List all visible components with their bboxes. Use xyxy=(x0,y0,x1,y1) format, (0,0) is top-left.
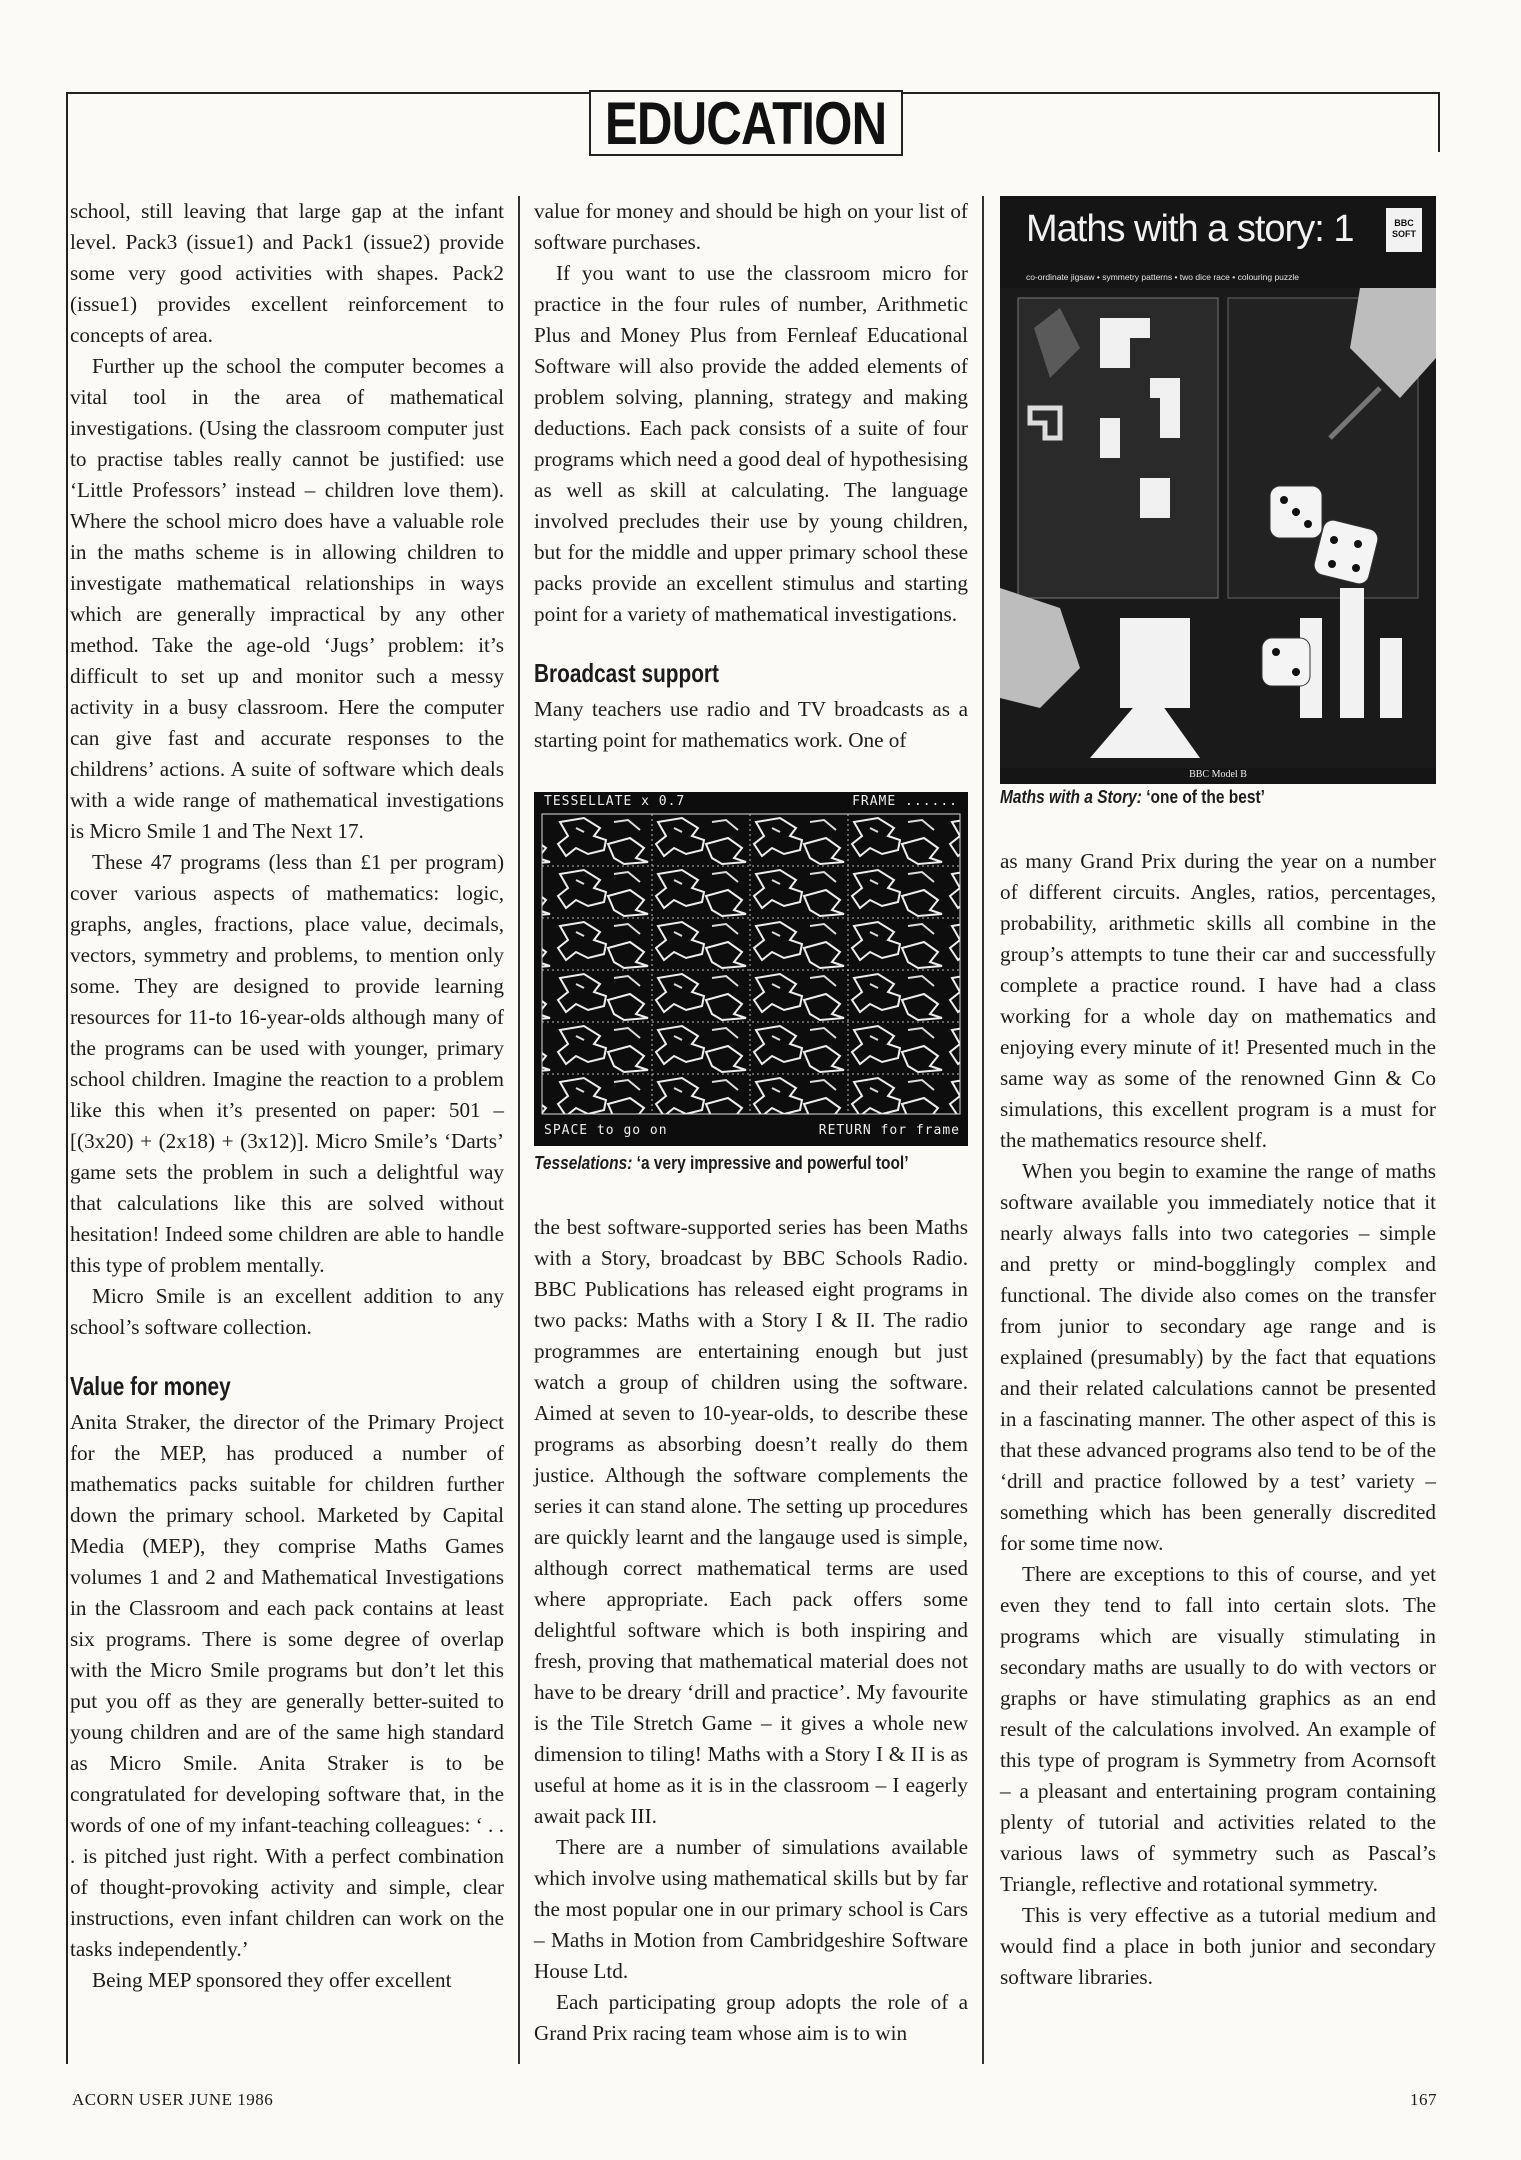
caption-text: ‘a very impressive and powerful tool’ xyxy=(636,1153,909,1173)
paragraph: Micro Smile is an excellent addition to any school’s software collection. xyxy=(70,1284,504,1339)
paragraph: school, still leaving that large gap at the infant level. Pack3 (issue1) and Pack1 (issue2) provide some very good activities with shapes. Pack2 (issue1) provides excellent reinforcement to concepts of area. xyxy=(70,199,504,347)
column-2-continued xyxy=(534,1212,968,2049)
footer-publication: ACORN USER JUNE 1986 xyxy=(72,2090,274,2109)
cover-title: Maths with a story: 1 xyxy=(1026,208,1354,250)
cover-model: BBC Model B xyxy=(1189,769,1247,780)
caption-text: ‘one of the best’ xyxy=(1146,787,1265,807)
page-frame-right xyxy=(1438,92,1440,152)
paragraph: Many teachers use radio and TV broadcasts as a starting point for mathematics work. One of xyxy=(534,697,968,752)
paragraph: Being MEP sponsored they offer excellent xyxy=(92,1968,452,1992)
page-frame-left xyxy=(66,92,68,2064)
screen-footer-right: RETURN for frame xyxy=(818,1123,960,1138)
subheading-value-for-money: Value for money xyxy=(70,1371,231,1401)
column-rule-2 xyxy=(982,196,984,2064)
paragraph: This is very effective as a tutorial medium and would find a place in both junior and secondary software libraries. xyxy=(1000,1903,1436,1989)
screenshot-caption xyxy=(534,1152,909,1174)
paragraph: the best software-supported series has been Maths with a Story, broadcast by BBC Schools Radio. BBC Publications has released eight programs in two packs: Maths with a Story I & II. The radio programmes are entertaining enough but just watch a group of children using the software. Aimed at seven to 10-year-olds, to describe these programs as absorbing doesn’t really do them justice. Although the software complements the series it can stand alone. The setting up procedures are quickly learnt and the langauge used is simple, although correct mathematical terms are used where appropriate. Each pack offers some delightful software which is both inspiring and fresh, proving that mathematical material does not have to be dreary ‘drill and practice’. My favourite is the Tile Stretch Game – it gives a whole new dimension to tiling! Maths with a Story I & II is as useful at home as it is in the classroom – I eagerly await pack III. xyxy=(534,1215,968,1828)
column-3 xyxy=(1000,846,1436,1993)
column-rule-1 xyxy=(518,196,520,2064)
paragraph: value for money and should be high on your list of software purchases. xyxy=(534,199,968,254)
caption-title: Tesselations: xyxy=(534,1153,633,1173)
paragraph: Anita Straker, the director of the Primary Project for the MEP, has produced a number of mathematics packs suitable for children further down the primary school. Marketed by Capital Media (MEP), they comprise Maths Games volumes 1 and 2 and Mathematical Investigations in the Classroom and each pack contains at least six programs. There is some degree of overlap with the Micro Smile programs but don’t let this put you off as they are generally better-suited to young children and are of the same high standard as Micro Smile. Anita Straker is to be congratulated for developing software that, in the words of one of my infant-teaching colleagues: ‘ . . . is pitched just right. With a perfect combination of thought-provoking activity and simple, clear instructions, even infant children can work on the tasks independently.’ xyxy=(70,1410,504,1961)
column-1 xyxy=(70,196,504,1996)
cover-artwork xyxy=(1000,288,1436,768)
bbc-soft-logo: BBC SOFT xyxy=(1386,208,1422,252)
paragraph: Further up the school the computer becomes a vital tool in the area of mathematical investigations. (Using the classroom computer just to practise tables really cannot be justified: use ‘Little Professors’ instead – children love them). Where the school micro does have a valuable role in the maths scheme is in allowing children to investigate mathematical relationships in ways which are generally impractical by any other method. Take the age-old ‘Jugs’ problem: it’s difficult to set up and monitor such a messy activity in a busy classroom. Here the computer can give fast and accurate responses to the childrens’ actions. A suite of software which deals with a wide range of mathematical investigations is Micro Smile 1 and The Next 17. xyxy=(70,354,504,843)
paragraph: When you begin to examine the range of maths software available you immediately notice that it nearly always falls into two categories – simple and pretty or mind-bogglingly complex and functional. The divide also comes on the transfer from junior to secondary age range and is explained (presumably) by the fact that equations and their related calculations cannot be presented in a fascinating manner. The other aspect of this is that these advanced programs also tend to be of the ‘drill and practice followed by a test’ variety – something which has been generally discredited for some time now. xyxy=(1000,1159,1436,1555)
paragraph: There are a number of simulations available which involve using mathematical skills but by far the most popular one in our primary school is Cars – Maths in Motion from Cambridgeshire Software House Ltd. xyxy=(534,1835,968,1983)
section-header xyxy=(589,90,903,156)
screen-footer-left: SPACE to go on xyxy=(544,1123,668,1138)
section-title: EDUCATION xyxy=(605,89,887,157)
tessellation-pattern xyxy=(534,792,968,1146)
caption-title: Maths with a Story: xyxy=(1000,787,1142,807)
screen-header-left: TESSELLATE x 0.7 xyxy=(544,794,686,809)
paragraph: If you want to use the classroom micro for practice in the four rules of number, Arithmetic Plus and Money Plus from Fernleaf Educational Software will also provide the added elements of problem solving, planning, strategy and making deductions. Each pack consists of a suite of four programs which need a good deal of hypothesising as well as skill at calculating. The language involved precludes their use by young children, but for the middle and upper primary school these packs provide an excellent stimulus and starting point for a variety of mathematical investigations. xyxy=(534,261,968,626)
screen-header-right: FRAME ...... xyxy=(852,794,958,809)
column-2 xyxy=(534,196,968,756)
paragraph: These 47 programs (less than £1 per program) cover various aspects of mathematics: logic, graphs, angles, fractions, place value, decimals, vectors, symmetry and problems, to mention only some. They are designed to provide learning resources for 11-to 16-year-olds although many of the programs can be used with younger, primary school children. Imagine the reaction to a problem like this when it’s presented on paper: 501 – [(3x20) + (2x18) + (3x12)]. Micro Smile’s ‘Darts’ game sets the problem in such a delightful way that calculations like this are solved without hesitation! Indeed some children are able to handle this type of problem mentally. xyxy=(70,850,504,1277)
paragraph: Each participating group adopts the role of a Grand Prix racing team whose aim is to win xyxy=(534,1990,968,2045)
cover-caption xyxy=(1000,786,1265,808)
page-number: 167 xyxy=(1410,2090,1437,2109)
maths-with-a-story-cover xyxy=(1000,196,1436,784)
paragraph: as many Grand Prix during the year on a number of different circuits. Angles, ratios, percentages, probability, arithmetic skills all combine in the group’s attempts to tune their car and successfully complete a practice round. I have had a class working for a whole day on mathematics and enjoying every minute of it! Presented much in the same way as some of the renowned Ginn & Co simulations, this excellent program is a must for the mathematics resource shelf. xyxy=(1000,849,1436,1152)
tessellation-screenshot xyxy=(534,792,968,1146)
paragraph: There are exceptions to this of course, and yet even they tend to fall into certain slots. The programs which are visually stimulating in secondary maths are usually to do with vectors or graphs or have stimulating graphics as an end result of the calculations involved. An example of this type of program is Symmetry from Acornsoft – a pleasant and entertaining program containing plenty of tutorial and activities related to the various laws of symmetry such as Pascal’s Triangle, reflective and rotational symmetry. xyxy=(1000,1562,1436,1896)
subheading-broadcast-support: Broadcast support xyxy=(534,658,719,688)
cover-subtitle: co-ordinate jigsaw • symmetry patterns • two dice race • colouring puzzle xyxy=(1026,272,1300,282)
